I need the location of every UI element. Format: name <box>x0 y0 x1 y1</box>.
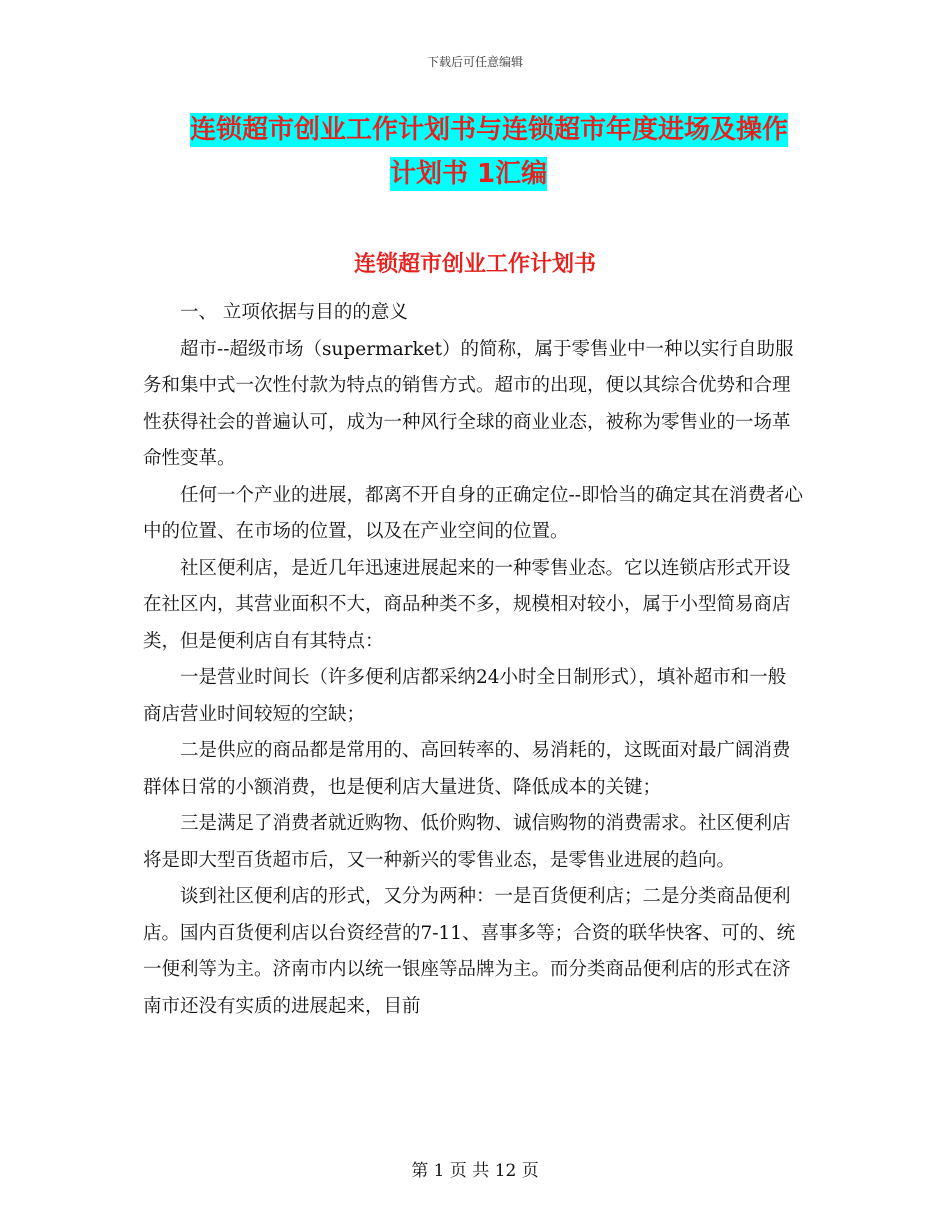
paragraph: 二是供应的商品都是常用的、高回转率的、易消耗的，这既面对最广阔消费群体日常的小额消费，也是便利店大量进货、降低成本的关键； <box>143 740 791 798</box>
paragraph: 三是满足了消费者就近购物、低价购物、诚信购物的消费需求。社区便利店将是即大型百货超市后，又一种新兴的零售业态，是零售业进展的趋向。 <box>143 813 791 871</box>
header-note: 下载后可任意编辑 <box>426 55 523 69</box>
section-heading: 一、 立项依据与目的的意义 <box>180 302 408 323</box>
paragraph: 社区便利店，是近几年迅速进展起来的一种零售业态。它以连锁店形式开设在社区内，其营业面积不大，商品种类不多，规模相对较小，属于小型简易商店类，但是便利店自有其特点： <box>143 557 791 652</box>
paragraph: 超市--超级市场（supermarket）的简称，属于零售业中一种以实行自助服务和集中式一次性付款为特点的销售方式。超市的出现，便以其综合优势和合理性获得社会的普遍认可，成为一种风行全球的商业业态，被称为零售业的一场革命性变革。 <box>143 338 794 469</box>
document-title <box>190 108 810 196</box>
document-body <box>143 295 803 1025</box>
paragraph: 任何一个产业的进展，都离不开自身的正确定位--即恰当的确定其在消费者心中的位置、在市场的位置，以及在产业空间的位置。 <box>143 484 804 542</box>
document-title-line-1: 连锁超市创业工作计划书与连锁超市年度进场及操作 <box>190 115 789 145</box>
document-title-line-2: 计划书 1汇编 <box>390 159 548 189</box>
paragraph: 谈到社区便利店的形式，又分为两种：一是百货便利店；二是分类商品便利店。国内百货便利店以台资经营的7-11、喜事多等；合资的联华快客、可的、统一便利等为主。济南市内以统一银座等品牌为主。而分类商品便利店的形式在济南市还没有实质的进展起来，目前 <box>143 886 796 1017</box>
paragraph: 一是营业时间长（许多便利店都采纳24小时全日制形式），填补超市和一般商店营业时间较短的空缺； <box>143 667 787 725</box>
page-footer: 第 1 页 共 12 页 <box>411 1161 539 1181</box>
section-title: 连锁超市创业工作计划书 <box>353 252 596 277</box>
